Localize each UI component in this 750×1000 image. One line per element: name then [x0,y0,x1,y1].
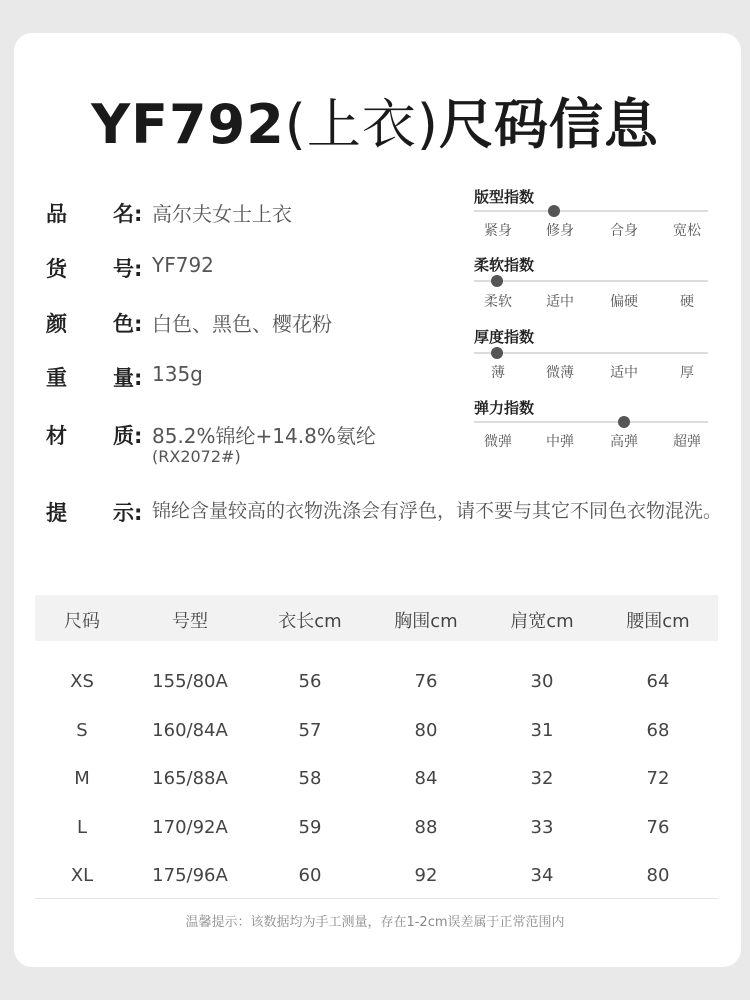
index-level: 合身 [610,223,638,239]
index-title: 版型指数 [474,188,535,206]
table-cell: 76 [646,816,670,838]
page-title [0,82,750,159]
table-cell: 30 [530,671,554,692]
index-track [474,421,708,423]
info-row-sku [46,253,214,283]
index-level: 中弹 [546,434,574,450]
table-cell: 76 [414,671,438,692]
info-colon: : [134,257,143,281]
index-marker [618,416,630,428]
info-colon: : [134,424,143,448]
table-row [35,706,718,755]
index-level: 超弹 [673,434,701,450]
index-level: 紧身 [484,223,512,239]
index-level: 硬 [680,294,694,310]
info-colon: : [134,312,143,336]
table-cell: 56 [298,671,322,692]
info-colon: : [134,366,143,390]
table-cell: 64 [646,671,670,692]
table-cell: 165/88A [152,768,228,790]
info-row-color [46,308,332,338]
title-suffix: 尺码信息 [438,93,659,156]
table-header-cell: 号型 [172,611,208,632]
info-row-tip [46,497,152,527]
info-label: 提示 [46,501,134,525]
table-cell: 33 [530,816,554,838]
title-category: 上衣 [306,93,417,156]
index-level: 适中 [610,365,638,381]
table-cell: 160/84A [152,719,228,741]
info-row-name [46,198,292,228]
index-fit [474,186,708,239]
index-level: 微薄 [546,365,574,381]
index-title: 柔软指数 [474,256,535,274]
index-track [474,352,708,354]
table-header-cell: 尺码 [64,611,100,632]
table-cell: 84 [414,768,438,790]
index-marker [548,205,560,217]
table-header-cell: 肩宽cm [510,611,574,632]
table-cell: 88 [414,816,438,838]
table-cell: 170/92A [152,816,228,838]
table-header-cell: 胸围cm [394,611,458,632]
info-value: 85.2%锦纶+14.8%氨纶 [152,424,376,448]
table-header [35,595,718,641]
index-level: 适中 [546,294,574,310]
table-row [35,657,718,706]
info-colon: : [134,202,143,226]
index-title: 弹力指数 [474,399,535,417]
table-cell: 34 [530,865,554,887]
info-colon: : [134,501,143,525]
table-cell: 60 [298,865,322,887]
index-softness [474,254,708,310]
size-table [35,595,718,900]
info-label: 材质 [46,424,134,448]
index-level: 高弹 [610,434,638,450]
index-level: 厚 [680,365,694,381]
info-label: 品名 [46,202,134,226]
table-cell: 72 [646,768,670,790]
table-cell: XS [70,671,94,692]
table-cell: L [76,816,88,838]
title-code: YF792 [91,93,285,156]
table-cell: 32 [530,768,554,790]
info-label: 重量 [46,366,134,390]
info-row-material [46,420,376,450]
table-cell: 57 [298,719,322,741]
tip-text: 锦纶含量较高的衣物洗涤会有浮色，请不要与其它不同色衣物混洗。 [152,500,723,522]
info-label: 货号 [46,257,134,281]
table-cell: 92 [414,865,438,887]
table-row [35,851,718,900]
table-header-cell: 衣长cm [278,611,342,632]
table-cell: 80 [646,865,670,887]
title-paren-close: ) [416,93,439,156]
table-cell: XL [70,865,94,887]
table-cell: S [76,719,88,741]
index-track [474,210,708,212]
index-level: 修身 [546,223,574,239]
table-cell: 155/80A [152,671,228,692]
table-row [35,803,718,852]
index-track [474,280,708,282]
table-header-cell: 腰围cm [626,611,690,632]
info-row-weight [46,362,203,392]
table-cell: 58 [298,768,322,790]
table-cell: 31 [530,719,554,741]
table-cell: 80 [414,719,438,741]
table-cell: 175/96A [152,865,228,887]
table-bottom-divider [35,898,718,899]
table-cell: M [74,768,90,790]
info-value: 白色、黑色、樱花粉 [152,312,332,336]
title-paren-open: ( [284,93,307,156]
table-row [35,754,718,803]
table-cell: 59 [298,816,322,838]
index-title: 厚度指数 [474,328,535,346]
index-level: 偏硬 [610,294,638,310]
index-level: 宽松 [673,223,701,239]
measurement-note: 温馨提示：该数据均为手工测量，存在1-2cm误差属于正常范围内 [185,915,565,930]
index-level: 微弹 [484,434,512,450]
table-cell: 68 [646,719,670,741]
index-elasticity [474,397,708,450]
info-value: YF792 [152,253,214,277]
material-code: (RX2072#) [152,447,241,466]
info-value: 135g [152,362,203,386]
info-value: 高尔夫女士上衣 [152,202,292,226]
index-level: 柔软 [484,294,512,310]
index-thickness [474,326,708,381]
index-level: 薄 [491,365,505,381]
info-label: 颜色 [46,312,134,336]
